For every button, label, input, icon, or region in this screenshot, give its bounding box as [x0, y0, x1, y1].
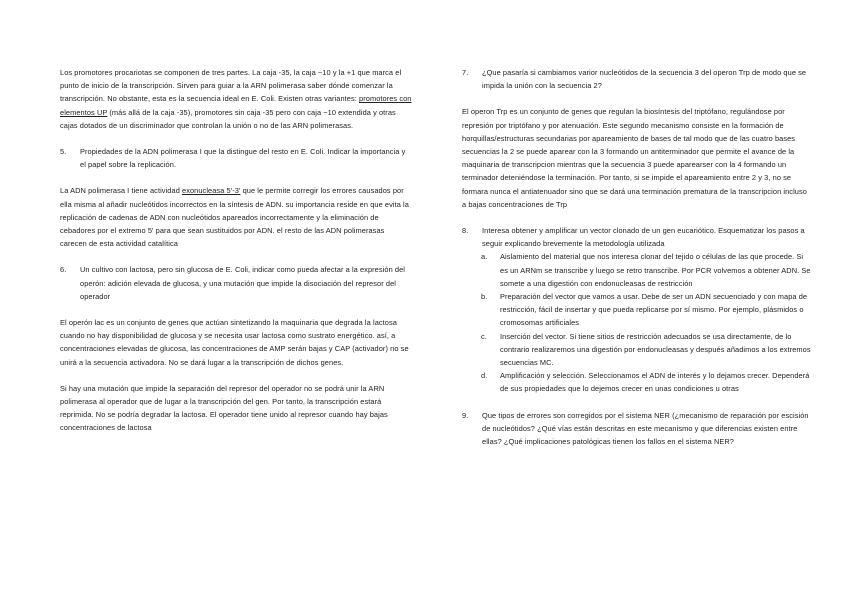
question-text: Un cultivo con lactosa, pero sin glucosa de E. Coli, indicar como pueda afectar a la expresión del operón: adición elevada de glucosa, y una mutación que impide la disociación del represor del operador: [80, 265, 405, 301]
left-column: [60, 66, 412, 435]
list-item: [462, 330, 812, 370]
paragraph-operon-trp: El operon Trp es un conjunto de genes que regulan la biosíntesis del triptófano, regulándose por represión por triptófano y por atenuación. Este segundo mecanismo consiste en la formación de horquillas/estructuras secundarias por apareamiento de bases de tal modo que de las cuatro bases secuencias la 2 se puede aparear con la 3 formando un antiterminador que permite el avance de la maquinaria de transcripcion mientras que la secuencia 3 puede aparearser con la 4 formando un terminador deteniéndose la terminación. Por tanto, si se impide el apareamiento entre 2 y 3, no se formara nunca el antiatenuador sino que se dará una terminación prematura de la transcripcion incluso a bajas concentraciones de Trp: [462, 107, 807, 209]
item-letter: c.: [481, 331, 487, 341]
question-8: [462, 224, 812, 250]
question-number: 7.: [462, 68, 469, 77]
paragraph-promotores: Los promotores procariotas se componen de tres partes. La caja -35, la caja −10 y la +1 que marca el punto de inicio de la transcripción. Sirven para guiar a la ARN polimerasa saber dónde comenzar la transcripción. No obstante, esta es la secuencia ideal en E. Coli. Existen otras variantes: promotores con elementos UP (más allá de la caja -35), promotores sin caja -35 pero con caja −10 extendida y otras cajas dotados de un discriminador que controlan la unión o no de las ARN polimerasas.: [60, 68, 412, 130]
question-6: [60, 263, 412, 303]
item-text: Preparación del vector que vamos a usar. Debe de ser un ADN secuenciado y con mapa de restricción, fácil de insertar y que pueda replicarse por sí mismo. Por ejemplo, plásmidos o cromosomas artificiales: [500, 292, 808, 328]
list-item: [462, 369, 812, 395]
paragraph-mutacion: Si hay una mutación que impide la separación del represor del operador no se podrá unir la ARN polimerasa al operador que de lugar a la transcripción del gen. Por tanto, la transcripción estará reprimida. No se podría degradar la lactosa. El operador tiene unido al represor cuando hay bajas concentraciones de lactosa: [60, 383, 388, 433]
question-7: [462, 66, 812, 92]
item-text: Amplificación y selección. Seleccionamos el ADN de interés y lo dejamos crecer. Dependerá de sus propiedades que lo dejemos crecer en unas condiciones u otras: [500, 371, 810, 394]
item-letter: a.: [481, 252, 488, 262]
paragraph-adn-polimerasa: La ADN polimerasa I tiene actividad exonucleasa 5'-3' que le permite corregir los errores causados por ella misma al añadir nucleótidos incorrectos en la síntesis de ADN. su importancia reside en que evita la replicación de cadenas de ADN con nucleótidos apareados incorrectamente y la eliminación de cebadores por el extremo 5' para que sean sustituidos por ADN. el resto de las ADN polimerasas carecen de esta actividad catalítica: [60, 186, 409, 249]
question-text: ¿Que pasaría si cambiamos varior nucleótidos de la secuencia 3 del operon Trp de modo que se impida la unión con la secuencia 2?: [482, 68, 807, 91]
question-number: 9.: [462, 410, 469, 420]
question-text: Interesa obtener y amplificar un vector clonado de un gen eucariótico. Esquematizar los pasos a seguir explicando brevemente la metodología utilizada: [482, 226, 805, 249]
item-text: Inserción del vector. Si tiene sitios de restricción adecuados se usa directamente, de lo contrario realizaremos una digestión por endonucleasas y después añadimos a los extremos secuencias MC.: [500, 331, 811, 368]
item-text: Aislamiento del material que nos interesa clonar del tejido o células de las que procede. Si es un ARNm se transcribe y luego se retro transcribe. Por PCR volvemos a obtener ADN. Se somete a una digestión con endonucleasas de restricción: [500, 252, 811, 288]
question-number: 8.: [462, 226, 469, 236]
paragraph-operon-lac: El operón lac es un conjunto de genes que actúan sintetizando la maquinaria que degrada la lactosa cuando no hay disponibilidad de glucosa y se necesita usar lactosa como sustrato energético. así, a concentraciones elevadas de glucosa, las concentraciones de AMP serán bajas y CAP (activador) no se unirá a la secuencia activadora. No se dará lugar a la transcripción de dichos genes.: [60, 318, 409, 367]
item-letter: b.: [481, 292, 488, 302]
question-9: [462, 409, 812, 449]
question-5: [60, 145, 412, 171]
question-text: Propiedades de la ADN polimerasa I que la distingue del resto en E. Coli. Indicar la importancia y el papel sobre la replicación.: [80, 147, 406, 170]
question-text: Que tipos de errores son corregidos por el sistema NER (¿mecanismo de reparación por escisión de nucleótidos? ¿Qué vías están descritas en este mecanismo y que diferencias existen entre ellas? ¿Qué implicaciones patológicas tienen los fallos en el sistema NER?: [482, 410, 809, 447]
list-item: [462, 250, 812, 290]
item-letter: d.: [481, 371, 488, 381]
question-number: 6.: [60, 265, 67, 275]
underlined-term: promotores con elementos UP: [60, 94, 412, 117]
underlined-term: exonucleasa 5'-3': [182, 186, 241, 196]
question-number: 5.: [60, 147, 67, 157]
list-item: [462, 290, 812, 330]
right-column: [462, 66, 812, 448]
